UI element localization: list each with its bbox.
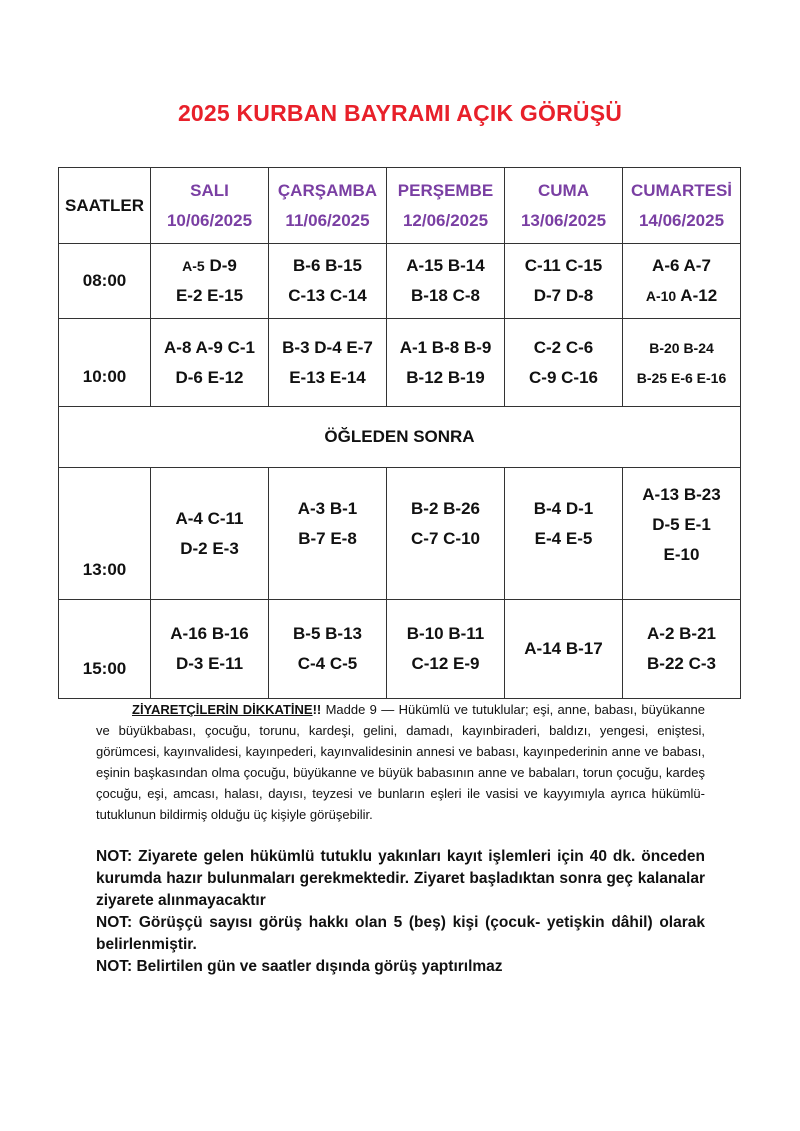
slot-cell <box>623 468 741 600</box>
slot-line: D-7 D-8 <box>533 286 594 305</box>
slot-cell <box>151 600 269 699</box>
slot-cell <box>269 244 387 319</box>
slot-cell <box>387 319 505 407</box>
slot-line: D-5 E-1 <box>652 515 711 534</box>
slot-line: C-13 C-14 <box>288 286 367 305</box>
day-name: CUMARTESİ <box>630 180 733 200</box>
slot-code: A-10 <box>645 288 677 304</box>
slot-line: C-7 C-10 <box>411 529 480 548</box>
slot-cell <box>505 244 623 319</box>
page-title: 2025 KURBAN BAYRAMI AÇIK GÖRÜŞÜ <box>177 100 623 126</box>
table-header-row <box>59 168 741 244</box>
note-visitor-count: NOT: Görüşçü sayısı görüş hakkı olan 5 (beş) kişi (çocuk- yetişkin dâhil) olarak belirlenmiştir. <box>96 914 705 953</box>
header-day-carsamba <box>269 168 387 244</box>
note-schedule-only: NOT: Belirtilen gün ve saatler dışında görüş yaptırılmaz <box>96 958 503 975</box>
slot-line: E-4 E-5 <box>534 529 593 548</box>
slot-line: C-4 C-5 <box>297 654 358 673</box>
slot-line: A-14 B-17 <box>524 639 603 658</box>
visit-schedule-table <box>58 167 741 699</box>
slot-line: B-6 B-15 <box>293 256 362 275</box>
day-date: 11/06/2025 <box>285 210 370 230</box>
slot-line: B-22 C-3 <box>647 654 716 673</box>
slot-line: D-3 E-11 <box>175 654 244 673</box>
slot-line: B-10 B-11 <box>406 624 485 643</box>
slot-line: A-3 B-1 <box>297 499 358 518</box>
day-date: 10/06/2025 <box>166 210 253 230</box>
slot-cell <box>151 244 269 319</box>
slot-line: A-4 C-11 <box>175 508 244 528</box>
day-date: 14/06/2025 <box>638 210 725 230</box>
slot-line: A-6 A-7 <box>652 256 711 275</box>
slot-line: D-2 E-3 <box>180 538 239 558</box>
slot-line: C-9 C-16 <box>529 367 598 387</box>
slot-line: B-20 B-24 <box>649 339 714 356</box>
slot-line: A-2 B-21 <box>647 624 716 643</box>
day-name: CUMA <box>538 180 589 200</box>
slot-cell <box>269 600 387 699</box>
slot-code: D-9 <box>209 256 237 275</box>
slot-line: B-25 E-6 E-16 <box>636 369 727 386</box>
header-saatler: SAATLER <box>59 168 151 244</box>
table-row-0800 <box>59 244 741 319</box>
slot-line: B-3 D-4 E-7 <box>282 337 373 357</box>
slot-cell <box>269 319 387 407</box>
header-day-cumartesi <box>623 168 741 244</box>
slot-cell <box>387 600 505 699</box>
afternoon-separator-row <box>59 407 741 468</box>
slot-line: D-6 E-12 <box>175 367 244 387</box>
slot-cell <box>269 468 387 600</box>
slot-line: C-11 C-15 <box>524 256 603 275</box>
time-cell: 15:00 <box>59 600 151 699</box>
time-cell: 10:00 <box>59 319 151 407</box>
slot-line: B-18 C-8 <box>411 286 480 305</box>
slot-line: A-13 B-23 <box>642 485 721 504</box>
time-cell: 13:00 <box>59 468 151 600</box>
day-name: SALI <box>190 180 229 200</box>
slot-cell <box>623 319 741 407</box>
slot-line: A-16 B-16 <box>170 624 249 643</box>
time-cell: 08:00 <box>59 244 151 319</box>
slot-cell <box>151 319 269 407</box>
slot-line: B-7 E-8 <box>298 529 357 548</box>
afternoon-label: ÖĞLEDEN SONRA <box>59 407 741 468</box>
table-row-1000 <box>59 319 741 407</box>
slot-line: B-12 B-19 <box>406 367 485 387</box>
notice-body: Madde 9 — Hükümlü ve tutuklular; eşi, anne, babası, büyükanne ve büyükbabası, çocuğu, torunu, kardeşi, gelini, damadı, kayınbiraderi, baldızı, yengesi, eniştesi, görümcesi, kayınvalidesi, kayınpederi, kayınvalidesinin annesi ve babası, kayınpederinin anne ve babası, eşinin başkasından olma çocuğu, büyükanne ve büyük babasının anne ve babaları, torun çocuğu, kardeş çocuğu, eşi, amcası, halası, dayısı, teyzesi ve bunların eşleri ile vasisi ve kayyımıyla ayrıca hükümlü-tutuklunun bildirmiş olduğu üç kişiyle görüşebilir. <box>96 702 706 822</box>
slot-line: E-10 <box>663 545 700 564</box>
slot-line: C-2 C-6 <box>533 337 594 357</box>
visitor-notice <box>96 699 705 825</box>
slot-line: B-2 B-26 <box>411 499 480 518</box>
slot-line: B-4 D-1 <box>533 499 594 518</box>
header-day-sali <box>151 168 269 244</box>
notice-heading: ZİYARETÇİLERİN DİKKATİNE <box>132 702 313 717</box>
slot-code: A-5 <box>182 258 205 274</box>
slot-line: E-13 E-14 <box>289 367 366 387</box>
slot-cell <box>505 468 623 600</box>
slot-cell <box>623 244 741 319</box>
day-name: ÇARŞAMBA <box>277 180 378 200</box>
day-name: PERŞEMBE <box>397 180 494 200</box>
day-date: 13/06/2025 <box>520 210 607 230</box>
slot-code: A-12 <box>680 286 718 305</box>
slot-line: A-15 B-14 <box>406 256 485 275</box>
header-day-cuma <box>505 168 623 244</box>
note-arrival-time: NOT: Ziyarete gelen hükümlü tutuklu yakınları kayıt işlemleri için 40 dk. önceden kurumda hazır bulunmaları gerekmektedir. Ziyaret başladıktan sonra geç kalanalar ziyarete alınmayacaktır <box>96 848 705 909</box>
slot-line: E-2 E-15 <box>175 286 244 305</box>
notice-mark: !! <box>312 702 322 717</box>
slot-cell <box>387 244 505 319</box>
slot-cell <box>623 600 741 699</box>
slot-line: A-1 B-8 B-9 <box>399 337 492 357</box>
day-date: 12/06/2025 <box>402 210 489 230</box>
slot-line: C-12 E-9 <box>411 654 480 673</box>
slot-line: A-8 A-9 C-1 <box>164 337 255 357</box>
slot-cell <box>505 319 623 407</box>
slot-cell <box>387 468 505 600</box>
notes-section <box>96 846 705 978</box>
table-row-1300 <box>59 468 741 600</box>
slot-cell <box>505 600 623 699</box>
header-day-persembe <box>387 168 505 244</box>
table-row-1500 <box>59 600 741 699</box>
slot-line: B-5 B-13 <box>293 624 362 643</box>
slot-cell <box>151 468 269 600</box>
